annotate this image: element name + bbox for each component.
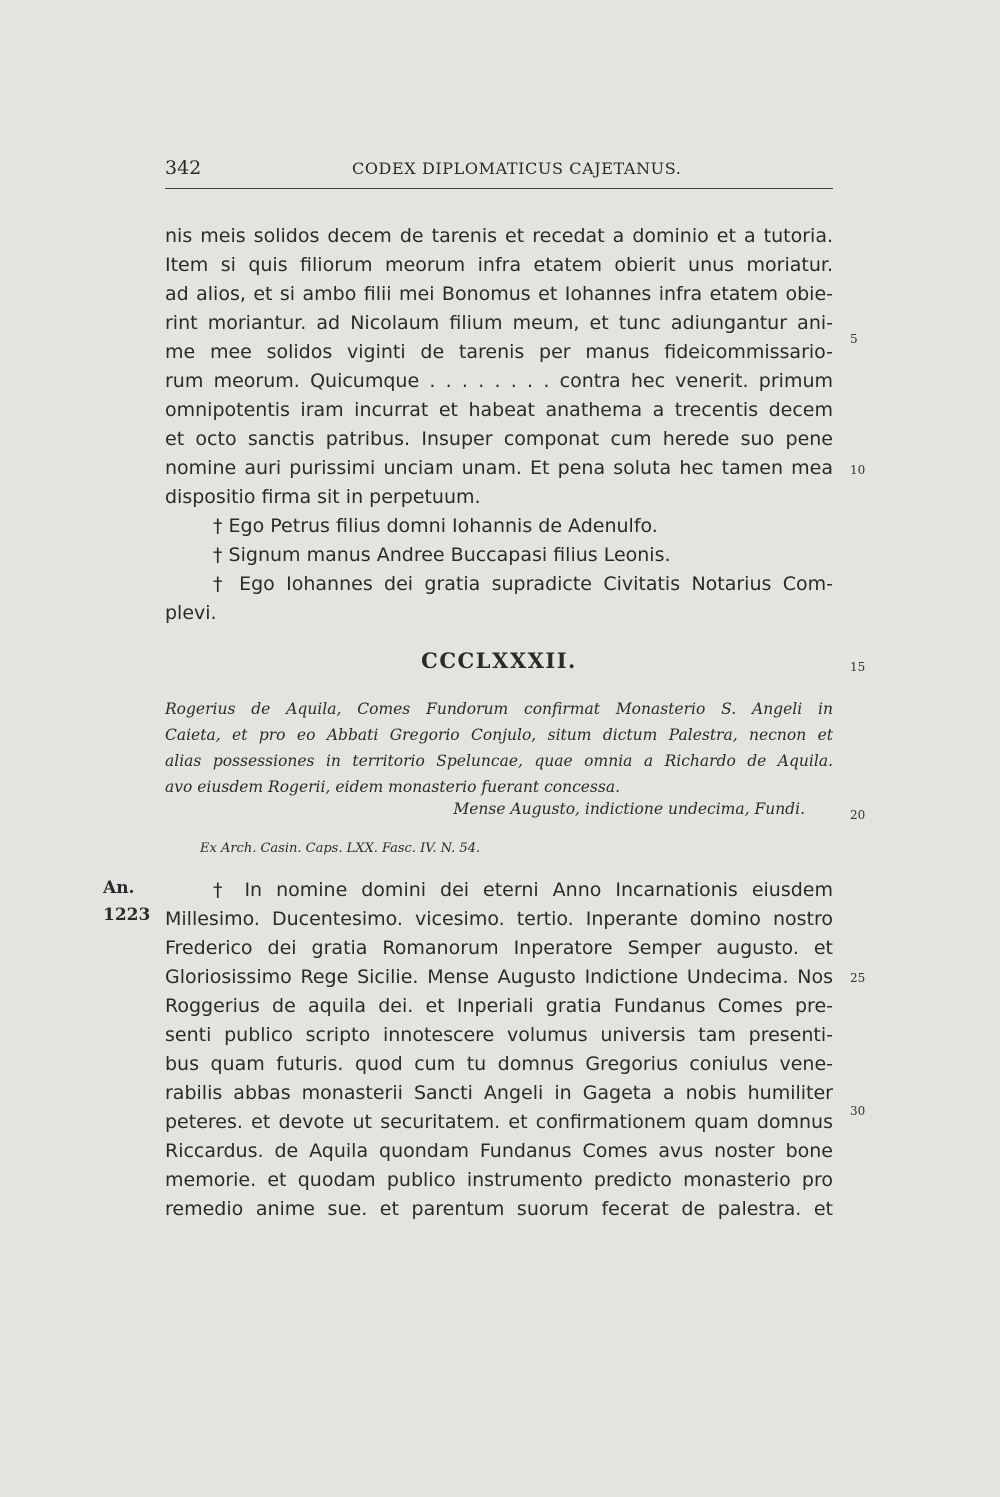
summary-line: Caieta, et pro eo Abbati Gregorio Conjulo, situm dictum Palestra, necnon et xyxy=(165,726,833,744)
margin-year-label: An. xyxy=(103,878,135,898)
summary-line: Rogerius de Aquila, Comes Fundorum confirmat Monasterio S. Angeli in xyxy=(165,700,833,718)
text-line: nomine auri purissimi unciam unam. Et pena soluta hec tamen mea xyxy=(165,457,833,479)
text-line: Frederico dei gratia Romanorum Inperatore Semper augusto. et xyxy=(165,937,833,959)
page-number: 342 xyxy=(165,157,202,179)
text-line: Riccardus. de Aquila quondam Fundanus Comes avus noster bone xyxy=(165,1140,833,1162)
text-line: nis meis solidos decem de tarenis et recedat a dominio et a tutoria. xyxy=(165,225,833,247)
running-title: CODEX DIPLOMATICUS CAJETANUS. xyxy=(352,159,682,178)
line-number: 30 xyxy=(850,1104,866,1118)
source-citation: Ex Arch. Casin. Caps. LXX. Fasc. IV. N. 54. xyxy=(200,841,481,856)
text-line: Millesimo. Ducentesimo. vicesimo. tertio. Inperante domino nostro xyxy=(165,908,833,930)
text-line: et octo sanctis patribus. Insuper componat cum herede suo pene xyxy=(165,428,833,450)
line-number: 5 xyxy=(850,332,858,346)
page-header xyxy=(165,155,833,185)
date-line: Mense Augusto, indictione undecima, Fundi. xyxy=(453,800,805,818)
charter-text xyxy=(165,876,833,1224)
text-line: bus quam futuris. quod cum tu domnus Gregorius coniulus vene- xyxy=(165,1053,833,1075)
text-line: remedio anime sue. et parentum suorum fecerat de palestra. et xyxy=(165,1198,833,1220)
document-summary xyxy=(165,696,833,800)
text-line: † In nomine domini dei eterni Anno Incarnationis eiusdem xyxy=(213,879,833,901)
text-line: Item si quis filiorum meorum infra etatem obierit unus moriatur. xyxy=(165,254,833,276)
text-line: dispositio firma sit in perpetuum. xyxy=(165,486,481,508)
continuation-text xyxy=(165,222,833,628)
signature-line: † Ego Iohannes dei gratia supradicte Civitatis Notarius Com- xyxy=(213,573,833,595)
summary-line: avo eiusdem Rogerii, eidem monasterio fuerant concessa. xyxy=(165,778,621,796)
text-line: memorie. et quodam publico instrumento predicto monasterio pro xyxy=(165,1169,833,1191)
signature-line: † Ego Petrus filius domni Iohannis de Adenulfo. xyxy=(213,515,658,537)
line-number: 25 xyxy=(850,971,866,985)
text-line: senti publico scripto innotescere volumus universis tam presenti- xyxy=(165,1024,833,1046)
text-line: Roggerius de aquila dei. et Inperiali gratia Fundanus Comes pre- xyxy=(165,995,833,1017)
text-line: ad alios, et si ambo filii mei Bonomus et Iohannes infra etatem obie- xyxy=(165,283,833,305)
text-line: Gloriosissimo Rege Sicilie. Mense Augusto Indictione Undecima. Nos xyxy=(165,966,833,988)
header-rule xyxy=(165,188,833,189)
text-line: rint moriantur. ad Nicolaum filium meum, et tunc adiungantur ani- xyxy=(165,312,833,334)
text-line: rabilis abbas monasterii Sancti Angeli in Gageta a nobis humiliter xyxy=(165,1082,833,1104)
text-line: peteres. et devote ut securitatem. et confirmationem quam domnus xyxy=(165,1111,833,1133)
text-line: rum meorum. Quicumque . . . . . . . . contra hec venerit. primum xyxy=(165,370,833,392)
summary-line: alias possessiones in territorio Speluncae, quae omnia a Richardo de Aquila. xyxy=(165,752,833,770)
margin-year: 1223 xyxy=(103,905,151,925)
line-number: 20 xyxy=(850,808,866,822)
document-number: CCCLXXXII. xyxy=(421,648,577,673)
signature-line: † Signum manus Andree Buccapasi filius Leonis. xyxy=(213,544,671,566)
line-number: 10 xyxy=(850,463,866,477)
text-line: me mee solidos viginti de tarenis per manus fideicommissario- xyxy=(165,341,833,363)
text-line: omnipotentis iram incurrat et habeat anathema a trecentis decem xyxy=(165,399,833,421)
line-number: 15 xyxy=(850,660,866,674)
signature-tail: plevi. xyxy=(165,602,217,624)
